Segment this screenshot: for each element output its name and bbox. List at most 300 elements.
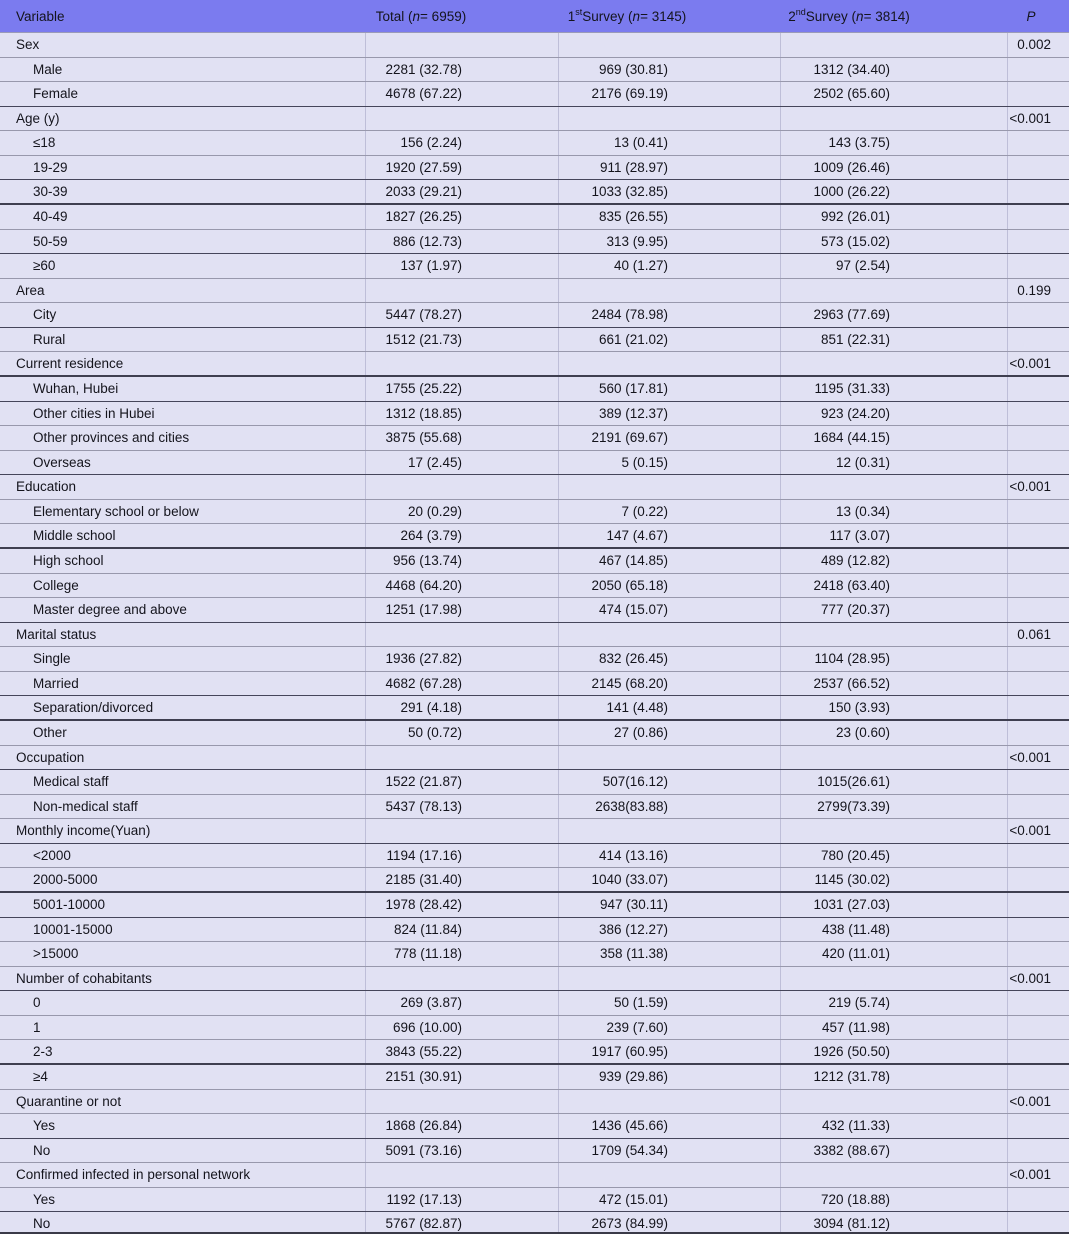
cell-total: 5447 (78.27) [365, 303, 558, 327]
table-row [0, 303, 1069, 328]
cell-p-value [1007, 451, 1069, 475]
cell-p-value [1007, 574, 1069, 598]
cell-variable: High school [33, 553, 104, 569]
cell-total: 5767 (82.87) [365, 1212, 558, 1234]
table-row [0, 328, 1069, 353]
cell-total [365, 1090, 558, 1114]
cell-total: 1920 (27.59) [365, 156, 558, 180]
cell-variable: Marital status [16, 626, 97, 642]
table-row [0, 672, 1069, 697]
cell-survey1 [558, 1090, 780, 1114]
cell-p-value [1007, 303, 1069, 327]
cell-total: 1312 (18.85) [365, 402, 558, 426]
cell-total: 4682 (67.28) [365, 672, 558, 696]
cell-survey1: 467 (14.85) [558, 549, 780, 573]
cell-p-value [1007, 524, 1069, 547]
cell-variable: 19-29 [33, 159, 68, 175]
cell-variable: Area [16, 282, 45, 298]
cell-survey2 [780, 107, 1007, 131]
cell-survey1: 969 (30.81) [558, 58, 780, 82]
cell-variable: 5001-10000 [33, 897, 106, 913]
table-row [0, 696, 1069, 721]
table-row [0, 475, 1069, 500]
cell-survey2: 1104 (28.95) [780, 647, 1007, 671]
cell-variable: Medical staff [33, 774, 109, 790]
cell-variable: 50-59 [33, 233, 68, 249]
cell-survey2 [780, 1090, 1007, 1114]
cell-survey1: 560 (17.81) [558, 377, 780, 401]
cell-total: 156 (2.24) [365, 131, 558, 155]
cell-variable: Master degree and above [33, 602, 187, 618]
cell-survey2: 1031 (27.03) [780, 893, 1007, 917]
table-row [0, 549, 1069, 574]
table-row [0, 82, 1069, 107]
cell-total: 1868 (26.84) [365, 1114, 558, 1138]
cell-p-value [1007, 844, 1069, 868]
cell-variable: Other [33, 725, 67, 741]
cell-survey1: 835 (26.55) [558, 205, 780, 229]
cell-survey2: 2537 (66.52) [780, 672, 1007, 696]
cell-p-value [1007, 254, 1069, 278]
column-header-p-value [1007, 0, 1069, 32]
cell-survey1 [558, 967, 780, 991]
cell-survey1 [558, 279, 780, 303]
cell-survey1: 313 (9.95) [558, 230, 780, 254]
cell-survey1: 50 (1.59) [558, 991, 780, 1015]
cell-p-value [1007, 893, 1069, 917]
cell-p-value [1007, 672, 1069, 696]
header-total-text: Total ( [375, 8, 413, 24]
cell-total: 1512 (21.73) [365, 328, 558, 352]
cell-survey1: 389 (12.37) [558, 402, 780, 426]
cell-total: 824 (11.84) [365, 918, 558, 942]
table-row [0, 156, 1069, 181]
cell-survey2: 573 (15.02) [780, 230, 1007, 254]
cell-variable: Yes [33, 1191, 56, 1207]
cell-survey2 [780, 33, 1007, 57]
cell-total: 1755 (25.22) [365, 377, 558, 401]
table-header-row [0, 0, 1069, 33]
cell-survey1 [558, 623, 780, 647]
cell-total: 1936 (27.82) [365, 647, 558, 671]
cell-survey2 [780, 967, 1007, 991]
cell-survey2: 432 (11.33) [780, 1114, 1007, 1138]
cell-p-value [1007, 58, 1069, 82]
table-row [0, 598, 1069, 623]
cell-variable: 40-49 [33, 209, 68, 225]
cell-total [365, 279, 558, 303]
table-row [0, 1114, 1069, 1139]
cell-p-value [1007, 942, 1069, 966]
cell-p-value [1007, 918, 1069, 942]
cell-total [365, 746, 558, 770]
header-survey1-num: 1 [567, 8, 576, 24]
cell-total: 1522 (21.87) [365, 770, 558, 794]
cell-survey2: 2799(73.39) [780, 795, 1007, 819]
cell-p-value [1007, 549, 1069, 573]
cell-variable: Rural [33, 331, 66, 347]
cell-survey1 [558, 819, 780, 843]
cell-p-value: 0.061 [1007, 623, 1069, 647]
cell-survey1: 947 (30.11) [558, 893, 780, 917]
table-row [0, 721, 1069, 746]
cell-survey2 [780, 819, 1007, 843]
table-row [0, 230, 1069, 255]
column-header-total [365, 0, 558, 32]
table-row [0, 746, 1069, 771]
table-row [0, 893, 1069, 918]
cell-p-value [1007, 377, 1069, 401]
cell-survey2: 1015(26.61) [780, 770, 1007, 794]
cell-survey2 [780, 279, 1007, 303]
header-survey2-num: 2 [788, 8, 796, 24]
cell-total: 17 (2.45) [365, 451, 558, 475]
header-p-italic: P [1026, 8, 1036, 24]
cell-variable: 0 [33, 995, 41, 1011]
cell-total: 778 (11.18) [365, 942, 558, 966]
cell-total: 3843 (55.22) [365, 1040, 558, 1063]
cell-survey1: 1436 (45.66) [558, 1114, 780, 1138]
cell-survey1: 2484 (78.98) [558, 303, 780, 327]
cell-variable: Quarantine or not [16, 1093, 122, 1109]
cell-total: 2185 (31.40) [365, 868, 558, 891]
cell-variable: Confirmed infected in personal network [16, 1167, 251, 1183]
cell-total: 3875 (55.68) [365, 426, 558, 450]
cell-survey1 [558, 352, 780, 375]
table-row [0, 524, 1069, 549]
header-survey2-n: n [856, 8, 864, 24]
cell-survey2: 1000 (26.22) [780, 180, 1007, 203]
cell-p-value [1007, 230, 1069, 254]
cell-survey2: 2963 (77.69) [780, 303, 1007, 327]
cell-survey1: 239 (7.60) [558, 1016, 780, 1040]
table-row [0, 770, 1069, 795]
cell-survey1: 2050 (65.18) [558, 574, 780, 598]
cell-variable: No [33, 1216, 51, 1231]
table-row [0, 33, 1069, 58]
cell-p-value: 0.002 [1007, 33, 1069, 57]
cell-survey1: 507(16.12) [558, 770, 780, 794]
cell-survey1: 5 (0.15) [558, 451, 780, 475]
cell-variable: Other cities in Hubei [33, 405, 155, 421]
cell-variable: Male [33, 61, 63, 77]
cell-variable: Current residence [16, 356, 124, 371]
cell-total [365, 1163, 558, 1187]
column-header-survey1: 1 $^{st}$ Survey ( n = 3145) [567, 6, 687, 24]
cell-variable: City [33, 307, 57, 323]
cell-total: 2281 (32.78) [365, 58, 558, 82]
cell-variable: Number of cohabitants [16, 970, 152, 986]
column-header-survey2: 2 $^{nd}$ Survey ( n = 3814) [788, 6, 910, 24]
cell-survey2: 143 (3.75) [780, 131, 1007, 155]
cell-p-value [1007, 991, 1069, 1015]
cell-survey2: 1312 (34.40) [780, 58, 1007, 82]
cell-survey1: 1917 (60.95) [558, 1040, 780, 1063]
cell-survey1: 13 (0.41) [558, 131, 780, 155]
cell-variable: 30-39 [33, 184, 68, 199]
table-row [0, 500, 1069, 525]
cell-variable: Middle school [33, 528, 116, 543]
cell-survey2 [780, 352, 1007, 375]
header-total-count: = 6959) [420, 8, 467, 24]
cell-variable: Female [33, 86, 79, 102]
cell-variable: 1 [33, 1019, 41, 1035]
header-survey2-text: Survey ( [805, 8, 857, 24]
table-row [0, 967, 1069, 992]
table-row [0, 868, 1069, 893]
cell-survey2 [780, 746, 1007, 770]
cell-survey1 [558, 475, 780, 499]
cell-survey2 [780, 1163, 1007, 1187]
cell-survey2: 2502 (65.60) [780, 82, 1007, 106]
cell-survey2: 1926 (50.50) [780, 1040, 1007, 1063]
table-row [0, 279, 1069, 304]
cell-variable: Occupation [16, 749, 85, 765]
table-row [0, 991, 1069, 1016]
table-body [0, 33, 1069, 1234]
cell-total: 1827 (26.25) [365, 205, 558, 229]
cell-variable: Elementary school or below [33, 503, 199, 519]
cell-p-value [1007, 795, 1069, 819]
cell-variable: No [33, 1142, 51, 1158]
cell-variable: >15000 [33, 946, 79, 962]
cell-p-value [1007, 426, 1069, 450]
table-row [0, 795, 1069, 820]
table-row [0, 131, 1069, 156]
table-row [0, 819, 1069, 844]
header-total-n: n [412, 8, 421, 24]
cell-p-value [1007, 82, 1069, 106]
cell-p-value: <0.001 [1007, 1163, 1069, 1187]
table-row [0, 1016, 1069, 1041]
cell-p-value [1007, 1114, 1069, 1138]
table-row [0, 426, 1069, 451]
cell-total: 696 (10.00) [365, 1016, 558, 1040]
cell-survey2: 1145 (30.02) [780, 868, 1007, 891]
table-row [0, 1065, 1069, 1090]
cell-p-value: <0.001 [1007, 967, 1069, 991]
cell-p-value [1007, 180, 1069, 203]
cell-p-value [1007, 696, 1069, 719]
cell-variable: Yes [33, 1118, 56, 1134]
cell-survey2: 150 (3.93) [780, 696, 1007, 719]
cell-survey1 [558, 107, 780, 131]
cell-total: 886 (12.73) [365, 230, 558, 254]
cell-p-value [1007, 721, 1069, 745]
table-row [0, 58, 1069, 83]
cell-survey1: 40 (1.27) [558, 254, 780, 278]
cell-survey1: 472 (15.01) [558, 1188, 780, 1212]
header-survey1-count: = 3145) [640, 8, 687, 24]
cell-p-value [1007, 1188, 1069, 1212]
cell-p-value: <0.001 [1007, 819, 1069, 843]
cell-total: 291 (4.18) [365, 696, 558, 719]
header-survey1-text: Survey ( [582, 8, 633, 24]
cell-p-value [1007, 647, 1069, 671]
cell-p-value [1007, 1139, 1069, 1163]
cell-survey1: 141 (4.48) [558, 696, 780, 719]
table-row [0, 1139, 1069, 1164]
table-row [0, 254, 1069, 279]
cell-survey1: 661 (21.02) [558, 328, 780, 352]
table-row [0, 1090, 1069, 1115]
cell-total: 137 (1.97) [365, 254, 558, 278]
cell-survey1: 474 (15.07) [558, 598, 780, 622]
cell-survey1 [558, 1163, 780, 1187]
cell-survey1: 911 (28.97) [558, 156, 780, 180]
cell-p-value [1007, 131, 1069, 155]
cell-total [365, 352, 558, 375]
cell-survey1: 1033 (32.85) [558, 180, 780, 203]
cell-survey1: 939 (29.86) [558, 1065, 780, 1089]
cell-survey2: 2418 (63.40) [780, 574, 1007, 598]
cell-variable: Overseas [33, 454, 91, 470]
cell-p-value [1007, 500, 1069, 524]
cell-survey2: 851 (22.31) [780, 328, 1007, 352]
cell-survey1 [558, 746, 780, 770]
cell-survey1: 147 (4.67) [558, 524, 780, 547]
cell-survey2: 12 (0.31) [780, 451, 1007, 475]
cell-variable: ≥4 [33, 1069, 48, 1085]
table-row [0, 451, 1069, 476]
cell-survey2 [780, 475, 1007, 499]
cell-total: 20 (0.29) [365, 500, 558, 524]
cell-survey1: 27 (0.86) [558, 721, 780, 745]
cell-survey2: 992 (26.01) [780, 205, 1007, 229]
cell-survey2: 97 (2.54) [780, 254, 1007, 278]
header-survey1-n: n [632, 8, 641, 24]
cell-survey1: 1040 (33.07) [558, 868, 780, 891]
cell-p-value: <0.001 [1007, 352, 1069, 375]
cell-survey2: 420 (11.01) [780, 942, 1007, 966]
cell-p-value [1007, 1016, 1069, 1040]
cell-total: 4678 (67.22) [365, 82, 558, 106]
cell-p-value: <0.001 [1007, 475, 1069, 499]
cell-total: 4468 (64.20) [365, 574, 558, 598]
table-row [0, 942, 1069, 967]
cell-p-value [1007, 328, 1069, 352]
cell-survey1: 832 (26.45) [558, 647, 780, 671]
cell-variable: Education [16, 479, 77, 495]
cell-survey2: 777 (20.37) [780, 598, 1007, 622]
cell-survey1: 1709 (54.34) [558, 1139, 780, 1163]
cell-total: 264 (3.79) [365, 524, 558, 547]
cell-total: 1251 (17.98) [365, 598, 558, 622]
cell-p-value [1007, 598, 1069, 622]
table-row [0, 1040, 1069, 1065]
cell-variable: 10001-15000 [33, 921, 113, 937]
cell-survey1: 358 (11.38) [558, 942, 780, 966]
column-header-variable: Variable [16, 8, 65, 24]
cell-survey2: 1009 (26.46) [780, 156, 1007, 180]
cell-p-value [1007, 770, 1069, 794]
cell-variable: Married [33, 675, 79, 691]
cell-survey2: 457 (11.98) [780, 1016, 1007, 1040]
cell-p-value [1007, 156, 1069, 180]
cell-p-value [1007, 1212, 1069, 1234]
cell-p-value: <0.001 [1007, 1090, 1069, 1114]
table-row [0, 844, 1069, 869]
cell-total: 269 (3.87) [365, 991, 558, 1015]
table-row [0, 623, 1069, 648]
cell-survey1: 2191 (69.67) [558, 426, 780, 450]
cell-survey2: 3382 (88.67) [780, 1139, 1007, 1163]
cell-survey2: 3094 (81.12) [780, 1212, 1007, 1234]
cell-survey2: 13 (0.34) [780, 500, 1007, 524]
cell-p-value [1007, 402, 1069, 426]
cell-variable: <2000 [33, 847, 71, 863]
table-row [0, 574, 1069, 599]
cell-total [365, 623, 558, 647]
table-row [0, 647, 1069, 672]
cell-survey2: 438 (11.48) [780, 918, 1007, 942]
cell-p-value: 0.199 [1007, 279, 1069, 303]
cell-total: 50 (0.72) [365, 721, 558, 745]
cell-survey2: 1684 (44.15) [780, 426, 1007, 450]
table-row [0, 1163, 1069, 1188]
table-row [0, 352, 1069, 377]
table-row [0, 1212, 1069, 1234]
cell-variable: 2-3 [33, 1044, 53, 1059]
table-row [0, 918, 1069, 943]
cell-total [365, 107, 558, 131]
cell-total: 956 (13.74) [365, 549, 558, 573]
cell-total [365, 967, 558, 991]
cell-survey1: 7 (0.22) [558, 500, 780, 524]
cell-survey2: 489 (12.82) [780, 549, 1007, 573]
cell-p-value [1007, 1040, 1069, 1063]
cell-survey2 [780, 623, 1007, 647]
cell-survey2: 780 (20.45) [780, 844, 1007, 868]
cell-p-value [1007, 1065, 1069, 1089]
cell-total: 5091 (73.16) [365, 1139, 558, 1163]
table-row [0, 107, 1069, 132]
cell-survey2: 117 (3.07) [780, 524, 1007, 547]
cell-p-value [1007, 868, 1069, 891]
table-row [0, 402, 1069, 427]
table-row [0, 205, 1069, 230]
cell-total [365, 33, 558, 57]
cell-total: 5437 (78.13) [365, 795, 558, 819]
cell-survey2: 23 (0.60) [780, 721, 1007, 745]
cell-total [365, 819, 558, 843]
cell-variable: ≤18 [33, 135, 56, 151]
cell-p-value: <0.001 [1007, 746, 1069, 770]
cell-total: 1192 (17.13) [365, 1188, 558, 1212]
header-survey2-count: = 3814) [863, 8, 910, 24]
cell-survey2: 219 (5.74) [780, 991, 1007, 1015]
cell-total: 1194 (17.16) [365, 844, 558, 868]
cell-variable: Wuhan, Hubei [33, 381, 119, 397]
cell-survey1: 2673 (84.99) [558, 1212, 780, 1234]
cell-survey1: 2176 (69.19) [558, 82, 780, 106]
cell-variable: College [33, 577, 79, 593]
table-row [0, 180, 1069, 205]
cell-survey1: 2638(83.88) [558, 795, 780, 819]
cell-total: 1978 (28.42) [365, 893, 558, 917]
cell-survey1: 2145 (68.20) [558, 672, 780, 696]
table-row [0, 377, 1069, 402]
cell-variable: Single [33, 651, 71, 667]
cell-total: 2151 (30.91) [365, 1065, 558, 1089]
cell-variable: Monthly income(Yuan) [16, 823, 151, 839]
cell-survey1: 386 (12.27) [558, 918, 780, 942]
cell-variable: Other provinces and cities [33, 430, 190, 446]
cell-survey2: 1212 (31.78) [780, 1065, 1007, 1089]
cell-variable: Age (y) [16, 110, 60, 126]
cell-total [365, 475, 558, 499]
cell-variable: Sex [16, 37, 40, 53]
